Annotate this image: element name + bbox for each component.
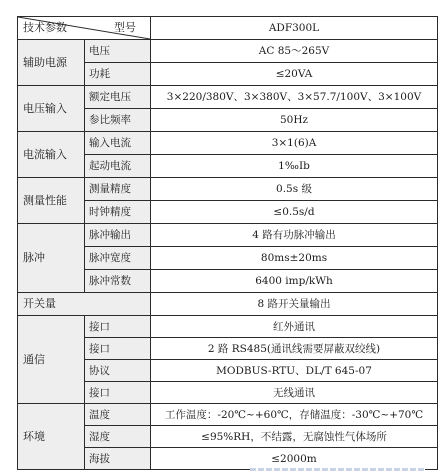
param-value: 工作温度：-20℃~+60℃，存储温度：-30℃~+70℃ bbox=[151, 404, 438, 426]
model-value: ADF300L bbox=[151, 17, 438, 40]
param-value: 4 路有功脉冲输出 bbox=[151, 224, 438, 247]
param-label: 功耗 bbox=[85, 63, 151, 86]
group-comm: 通信 bbox=[18, 316, 85, 404]
param-label: 接口 bbox=[85, 338, 151, 360]
param-value: ≤2000m bbox=[151, 448, 438, 470]
param-value: ≤20VA bbox=[151, 63, 438, 86]
param-value: MODBUS-RTU、DL/T 645-07 bbox=[151, 360, 438, 382]
param-label: 脉冲宽度 bbox=[85, 247, 151, 270]
param-label: 接口 bbox=[85, 382, 151, 404]
param-value: 1‰Ib bbox=[151, 155, 438, 178]
param-label: 海拔 bbox=[85, 448, 151, 470]
param-value: 红外通讯 bbox=[151, 316, 438, 338]
param-label: 参比频率 bbox=[85, 109, 151, 132]
table-row bbox=[18, 316, 438, 338]
param-value: AC 85～265V bbox=[151, 40, 438, 63]
param-value: 0.5s 级 bbox=[151, 178, 438, 201]
param-label: 脉冲常数 bbox=[85, 270, 151, 293]
param-label: 温度 bbox=[85, 404, 151, 426]
param-label: 测量精度 bbox=[85, 178, 151, 201]
param-label: 协议 bbox=[85, 360, 151, 382]
param-value: ≤0.5s/d bbox=[151, 201, 438, 224]
param-label: 额定电压 bbox=[85, 86, 151, 109]
group-measurement: 测量性能 bbox=[18, 178, 85, 224]
param-label: 接口 bbox=[85, 316, 151, 338]
group-current-input: 电流输入 bbox=[18, 132, 85, 178]
table-row bbox=[18, 132, 438, 155]
table-row bbox=[18, 404, 438, 426]
table-row bbox=[18, 40, 438, 63]
table-row bbox=[18, 224, 438, 247]
header-param-label: 技术参数 bbox=[23, 21, 67, 34]
param-label: 脉冲输出 bbox=[85, 224, 151, 247]
param-value: 3×220/380V、3×380V、3×57.7/100V、3×100V bbox=[151, 86, 438, 109]
param-value: 无线通讯 bbox=[151, 382, 438, 404]
spec-table bbox=[17, 16, 438, 470]
header-model-label: 型号 bbox=[114, 21, 136, 34]
header-diagonal-cell bbox=[18, 17, 151, 40]
param-value: 3×1(6)A bbox=[151, 132, 438, 155]
param-label: 输入电流 bbox=[85, 132, 151, 155]
param-value: ≤95%RH，不结露，无腐蚀性气体场所 bbox=[151, 426, 438, 448]
group-aux-power: 辅助电源 bbox=[18, 40, 85, 86]
param-value: 80ms±20ms bbox=[151, 247, 438, 270]
group-switch: 开关量 bbox=[18, 293, 151, 316]
param-label: 电压 bbox=[85, 40, 151, 63]
param-label: 时钟精度 bbox=[85, 201, 151, 224]
group-environment: 环境 bbox=[18, 404, 85, 470]
header-row bbox=[18, 17, 438, 40]
param-label: 起动电流 bbox=[85, 155, 151, 178]
param-value: 6400 imp/kWh bbox=[151, 270, 438, 293]
table-row bbox=[18, 86, 438, 109]
table-row bbox=[18, 178, 438, 201]
group-pulse: 脉冲 bbox=[18, 224, 85, 293]
param-value: 2 路 RS485(通讯线需要屏蔽双绞线) bbox=[151, 338, 438, 360]
group-voltage-input: 电压输入 bbox=[18, 86, 85, 132]
bottom-decorative-strip bbox=[250, 468, 425, 471]
param-value: 50Hz bbox=[151, 109, 438, 132]
param-value: 8 路开关量输出 bbox=[151, 293, 438, 316]
table-row bbox=[18, 293, 438, 316]
param-label: 湿度 bbox=[85, 426, 151, 448]
